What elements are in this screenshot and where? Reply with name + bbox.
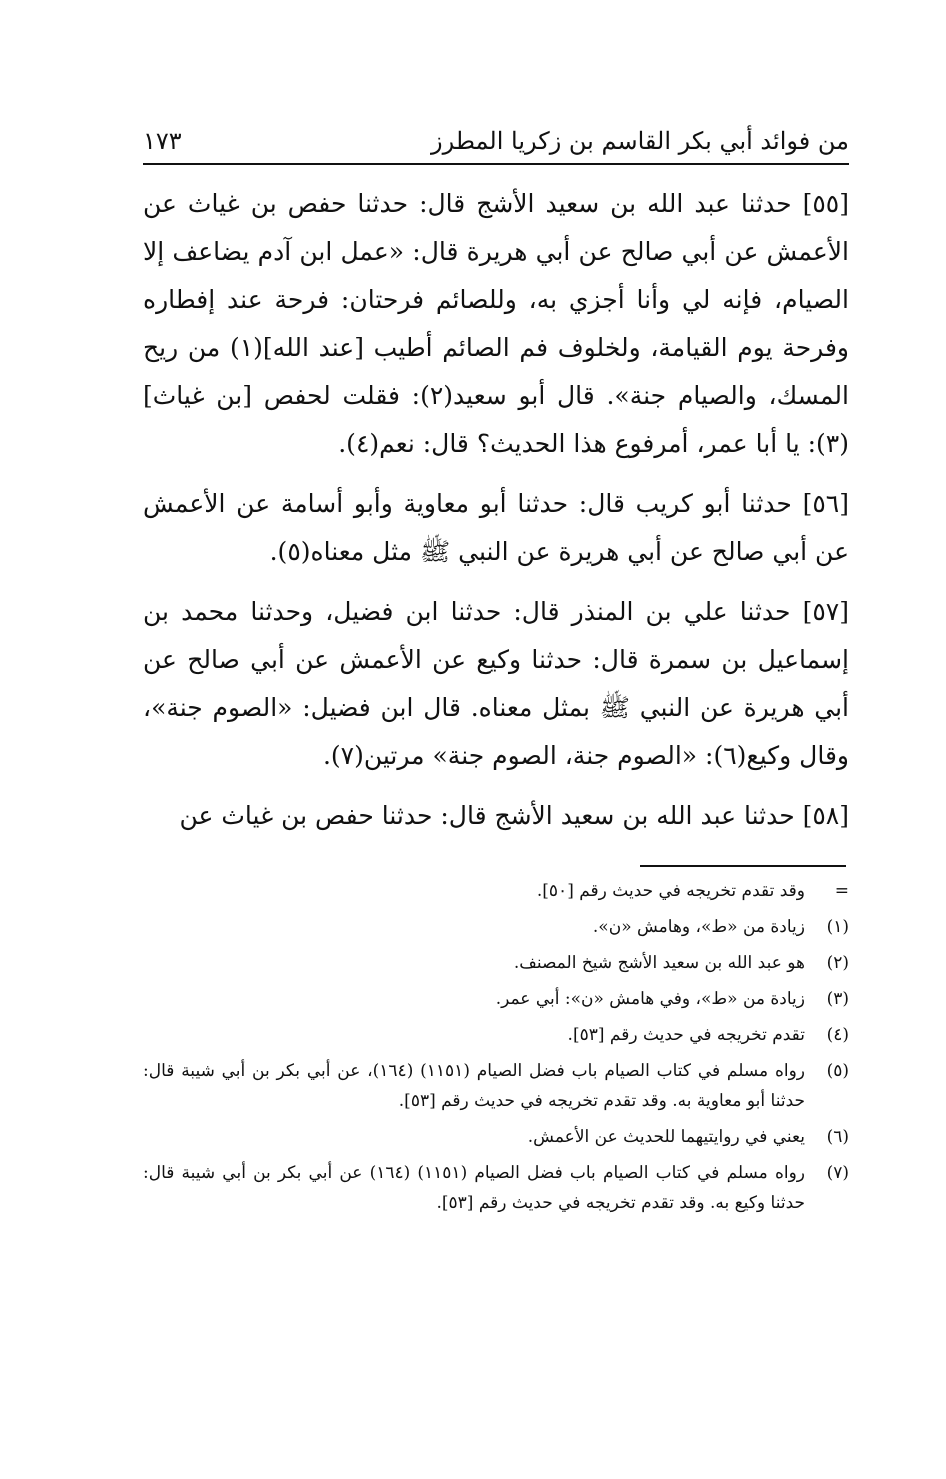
running-title: من فوائد أبي بكر القاسم بن زكريا المطرز [431, 127, 849, 155]
hadith-paragraph-58: [٥٨] حدثنا عبد الله بن سعيد الأشج قال: حدثنا حفص بن غياث عن [179, 801, 849, 830]
main-text [143, 180, 849, 840]
footnote-text: رواه مسلم في كتاب الصيام باب فضل الصيام (١١٥١) (١٦٤)، عن أبي بكر بن أبي شيبة قال: حدثنا أبو معاوية به. وقد تقدم تخريجه في حديث رقم [٥٣]. [143, 1061, 805, 1111]
footnote-mark: (٤) [826, 1025, 849, 1045]
running-header [143, 120, 849, 160]
footnote-6 [143, 1122, 849, 1152]
footnote-1 [143, 912, 849, 942]
footnote-text: وقد تقدم تخريجه في حديث رقم [٥٠]. [536, 881, 805, 901]
footnote-2 [143, 948, 849, 978]
footnote-mark: (٧) [826, 1163, 849, 1183]
footnote-text: تقدم تخريجه في حديث رقم [٥٣]. [567, 1025, 805, 1045]
footnote-separator [640, 865, 846, 867]
footnote-3 [143, 984, 849, 1014]
hadith-paragraph-55: [٥٥] حدثنا عبد الله بن سعيد الأشج قال: حدثنا حفص بن غياث عن الأعمش عن أبي صالح عن أبي هريرة قال: «عمل ابن آدم يضاعف إلا الصيام، فإنه لي وأنا أجزي به، وللصائم فرحتان: فرحة عند إفطاره وفرحة يوم القيامة، ولخلوف فم الصائم أطيب [عند الله](١) من ريح المسك، والصيام جنة». قال أبو سعيد(٢): فقلت لحفص [بن غياث](٣): يا أبا عمر، أمرفوع هذا الحديث؟ قال: نعم(٤). [143, 189, 849, 458]
footnote-7 [143, 1158, 849, 1218]
footnote-text: زيادة من «ط»، وفي هامش «ن»: أبي عمر. [495, 989, 805, 1009]
footnote-text: هو عبد الله بن سعيد الأشج شيخ المصنف. [513, 953, 805, 973]
hadith-paragraph-56: [٥٦] حدثنا أبو كريب قال: حدثنا أبو معاوية وأبو أسامة عن الأعمش عن أبي صالح عن أبي هريرة عن النبي ﷺ مثل معناه(٥). [143, 489, 849, 566]
footnotes [143, 876, 849, 1224]
footnote-continued [143, 876, 849, 906]
header-rule [143, 163, 849, 165]
footnote-text: رواه مسلم في كتاب الصيام باب فضل الصيام (١١٥١) (١٦٤) عن أبي بكر بن أبي شيبة قال: حدثنا وكيع به. وقد تقدم تخريجه في حديث رقم [٥٣]. [143, 1163, 805, 1213]
footnote-mark: (٦) [826, 1127, 849, 1147]
footnote-mark: (٥) [826, 1061, 849, 1081]
hadith-paragraph-57: [٥٧] حدثنا علي بن المنذر قال: حدثنا ابن فضيل، وحدثنا محمد بن إسماعيل بن سمرة قال: حدثنا وكيع عن الأعمش عن أبي صالح عن أبي هريرة عن النبي ﷺ بمثل معناه. قال ابن فضيل: «الصوم جنة»، وقال وكيع(٦): «الصوم جنة، الصوم جنة» مرتين(٧). [143, 597, 849, 770]
footnote-mark: = [834, 881, 849, 901]
footnote-5 [143, 1056, 849, 1116]
footnote-mark: (٢) [826, 953, 849, 973]
footnote-text: يعني في روايتيهما للحديث عن الأعمش. [527, 1127, 805, 1147]
page-number: ١٧٣ [143, 127, 182, 155]
footnote-text: زيادة من «ط»، وهامش «ن». [592, 917, 805, 937]
footnote-mark: (٣) [826, 989, 849, 1009]
footnote-mark: (١) [826, 917, 849, 937]
footnote-4 [143, 1020, 849, 1050]
